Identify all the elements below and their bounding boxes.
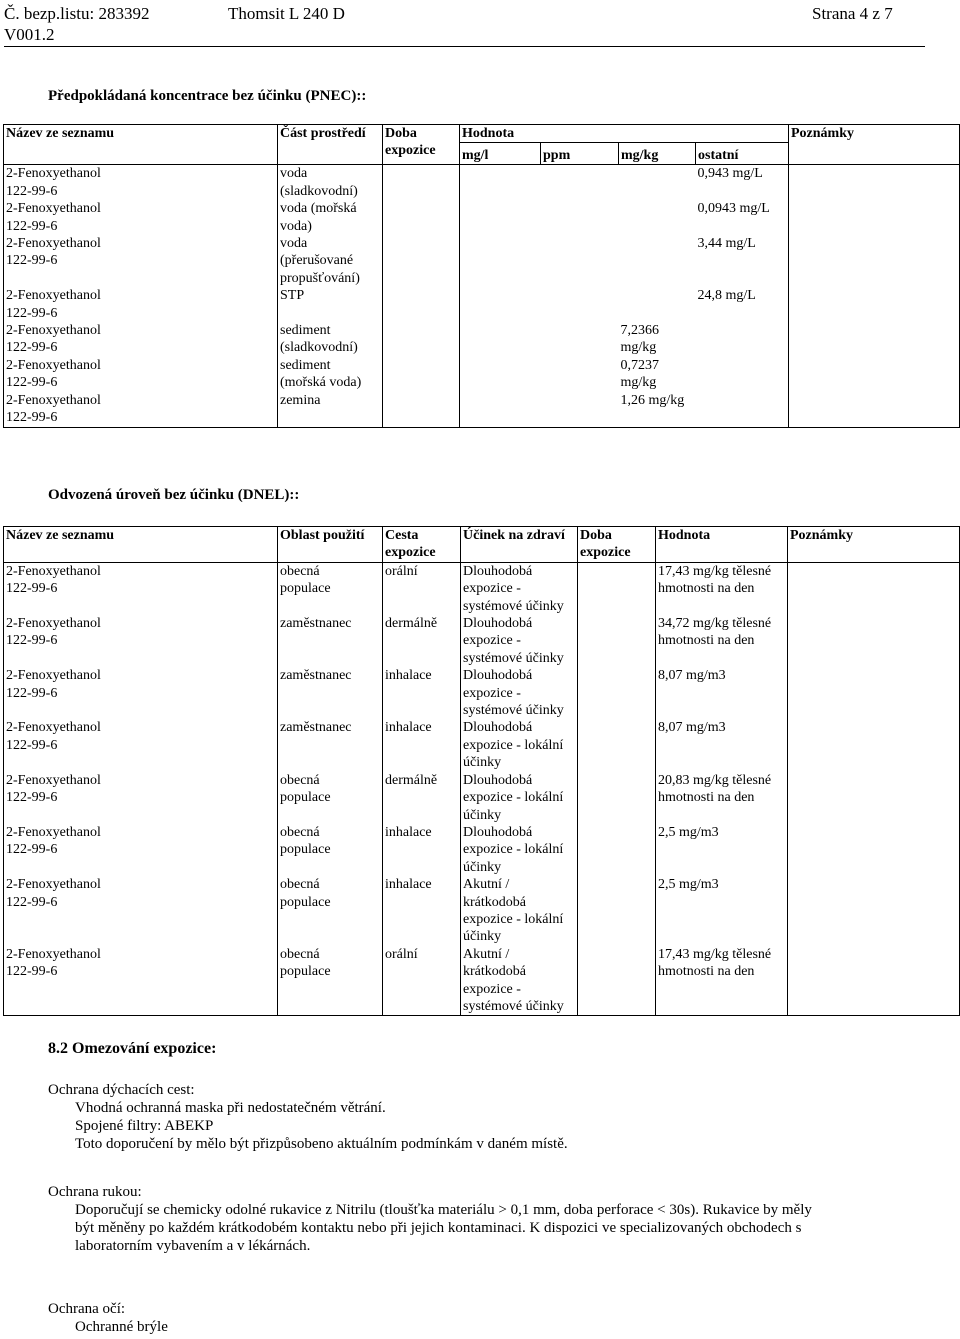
health-effect-text: systémové účinky bbox=[463, 598, 564, 614]
substance-text: 2-Fenoxyethanol bbox=[6, 616, 101, 632]
ppm-cell bbox=[541, 287, 619, 322]
notes-cell bbox=[788, 615, 960, 667]
environment-part-cell bbox=[278, 235, 383, 287]
pnec-row bbox=[4, 235, 960, 287]
other-cell bbox=[696, 287, 789, 322]
pnec-title: Předpokládaná koncentrace bez účinku (PNEC):: bbox=[48, 88, 367, 104]
substance-cell bbox=[4, 357, 278, 392]
value-text: hmotnosti na den bbox=[658, 581, 755, 597]
substance-text: 2-Fenoxyethanol bbox=[6, 357, 101, 373]
substance-text: 2-Fenoxyethanol bbox=[6, 288, 101, 304]
ppm-cell bbox=[541, 392, 619, 427]
pnec-row bbox=[4, 287, 960, 322]
mgl-cell bbox=[460, 392, 541, 427]
substance-text: 2-Fenoxyethanol bbox=[6, 563, 101, 579]
substance-text: 2-Fenoxyethanol bbox=[6, 772, 101, 788]
usage-area-text: populace bbox=[280, 894, 331, 910]
respiratory-title: Ochrana dýchacích cest: bbox=[48, 1082, 195, 1098]
substance-cell bbox=[4, 562, 278, 615]
health-effect-text: expozice - lokální bbox=[463, 911, 564, 927]
environment-part-text: (sladkovodní) bbox=[280, 183, 358, 199]
environment-part-text: propušťování) bbox=[280, 270, 360, 286]
duration-cell bbox=[383, 165, 460, 200]
usage-area-text: populace bbox=[280, 964, 331, 980]
substance-text: 122-99-6 bbox=[6, 790, 58, 806]
substance-cell bbox=[4, 322, 278, 357]
environment-part-cell bbox=[278, 287, 383, 322]
environment-part-text: voda) bbox=[280, 218, 312, 234]
health-effect-text: Dlouhodobá bbox=[463, 563, 533, 579]
substance-text: 122-99-6 bbox=[6, 894, 58, 910]
exposure-route-text: inhalace bbox=[385, 668, 432, 684]
substance-text: 122-99-6 bbox=[6, 253, 58, 269]
pnec-header-part: Část prostředí bbox=[278, 125, 383, 165]
notes-cell bbox=[788, 876, 960, 946]
environment-part-cell bbox=[278, 357, 383, 392]
environment-part-text: voda bbox=[280, 236, 308, 252]
notes-cell bbox=[788, 667, 960, 719]
dnel-row bbox=[4, 772, 960, 824]
health-effect-cell bbox=[461, 876, 578, 946]
mgl-cell bbox=[460, 235, 541, 287]
mgl-cell bbox=[460, 165, 541, 200]
duration-cell bbox=[578, 562, 656, 615]
value-text: hmotnosti na den bbox=[658, 633, 755, 649]
pnec-table bbox=[3, 124, 960, 428]
substance-text: 2-Fenoxyethanol bbox=[6, 392, 101, 408]
health-effect-cell bbox=[461, 719, 578, 771]
substance-text: 2-Fenoxyethanol bbox=[6, 946, 101, 962]
dnel-row bbox=[4, 667, 960, 719]
mgkg-cell bbox=[619, 357, 696, 392]
health-effect-text: systémové účinky bbox=[463, 998, 564, 1014]
mgkg-value: 7,2366 bbox=[620, 323, 659, 339]
substance-cell bbox=[4, 392, 278, 427]
substance-cell bbox=[4, 946, 278, 1016]
health-effect-text: krátkodobá bbox=[463, 894, 526, 910]
environment-part-text: (sladkovodní) bbox=[280, 340, 358, 356]
environment-part-cell bbox=[278, 200, 383, 235]
dnel-header-duration: Doba expozice bbox=[578, 527, 656, 563]
health-effect-text: účinky bbox=[463, 929, 502, 945]
substance-text: 122-99-6 bbox=[6, 183, 58, 199]
dnel-row bbox=[4, 824, 960, 876]
substance-text: 122-99-6 bbox=[6, 305, 58, 321]
exposure-route-text: orální bbox=[385, 946, 418, 962]
hands-title: Ochrana rukou: bbox=[48, 1184, 142, 1200]
usage-area-cell bbox=[278, 562, 383, 615]
notes-cell bbox=[788, 562, 960, 615]
health-effect-cell bbox=[461, 824, 578, 876]
value-text: 17,43 mg/kg tělesné bbox=[658, 946, 772, 962]
duration-cell bbox=[383, 235, 460, 287]
notes-cell bbox=[789, 287, 960, 322]
health-effect-text: Dlouhodobá bbox=[463, 616, 533, 632]
eye-protection bbox=[48, 1300, 928, 1336]
value-text: hmotnosti na den bbox=[658, 790, 755, 806]
eyes-line: Ochranné brýle bbox=[75, 1319, 168, 1335]
environment-part-cell bbox=[278, 392, 383, 427]
health-effect-text: expozice - bbox=[463, 633, 521, 649]
substance-text: 2-Fenoxyethanol bbox=[6, 201, 101, 217]
value-text: 8,07 mg/m3 bbox=[658, 668, 726, 684]
mgkg-value: 1,26 mg/kg bbox=[620, 392, 685, 408]
substance-cell bbox=[4, 772, 278, 824]
usage-area-cell bbox=[278, 615, 383, 667]
substance-text: 122-99-6 bbox=[6, 737, 58, 753]
usage-area-text: populace bbox=[280, 581, 331, 597]
value-text: 2,5 mg/m3 bbox=[658, 824, 719, 840]
notes-cell bbox=[789, 165, 960, 200]
dnel-header-name: Název ze seznamu bbox=[4, 527, 278, 563]
notes-cell bbox=[788, 824, 960, 876]
health-effect-text: Dlouhodobá bbox=[463, 772, 533, 788]
page-number: Strana 4 z 7 bbox=[812, 4, 893, 23]
substance-cell bbox=[4, 615, 278, 667]
exposure-route-cell bbox=[383, 824, 461, 876]
mgkg-cell bbox=[619, 287, 696, 322]
notes-cell bbox=[788, 772, 960, 824]
section-82-title: 8.2 Omezování expozice: bbox=[48, 1040, 217, 1057]
header-divider bbox=[4, 46, 925, 47]
dnel-row bbox=[4, 876, 960, 946]
dnel-row bbox=[4, 562, 960, 615]
usage-area-text: obecná bbox=[280, 563, 320, 579]
value-cell bbox=[656, 772, 788, 824]
substance-cell bbox=[4, 824, 278, 876]
sheet-number: Č. bezp.listu: 283392 bbox=[4, 4, 150, 23]
environment-part-text: sediment bbox=[280, 323, 331, 339]
health-effect-text: expozice - bbox=[463, 685, 521, 701]
dnel-header-route: Cesta expozice bbox=[383, 527, 461, 563]
pnec-header-name: Název ze seznamu bbox=[4, 125, 278, 165]
mgkg-cell bbox=[619, 322, 696, 357]
notes-cell bbox=[789, 357, 960, 392]
duration-cell bbox=[578, 876, 656, 946]
value-cell bbox=[656, 824, 788, 876]
dnel-header-value: Hodnota bbox=[656, 527, 788, 563]
exposure-route-cell bbox=[383, 615, 461, 667]
environment-part-text: STP bbox=[280, 288, 305, 304]
ppm-cell bbox=[541, 200, 619, 235]
value-text: 20,83 mg/kg tělesné bbox=[658, 772, 772, 788]
exposure-route-cell bbox=[383, 667, 461, 719]
value-cell bbox=[656, 615, 788, 667]
notes-cell bbox=[789, 322, 960, 357]
health-effect-text: expozice - lokální bbox=[463, 842, 564, 858]
pnec-header-notes: Poznámky bbox=[789, 125, 960, 165]
hands-line: Doporučují se chemicky odolné rukavice z Nitrilu (tloušťka materiálu > 0,1 mm, doba perforace < 30s). Rukavice by měly bbox=[75, 1202, 812, 1218]
other-cell bbox=[696, 165, 789, 200]
usage-area-text: zaměstnanec bbox=[280, 616, 352, 632]
substance-text: 2-Fenoxyethanol bbox=[6, 824, 101, 840]
other-cell bbox=[696, 322, 789, 357]
substance-cell bbox=[4, 200, 278, 235]
environment-part-cell bbox=[278, 165, 383, 200]
notes-cell bbox=[789, 200, 960, 235]
other-value: 3,44 mg/L bbox=[697, 236, 756, 252]
health-effect-text: účinky bbox=[463, 859, 502, 875]
value-cell bbox=[656, 562, 788, 615]
dnel-table bbox=[3, 526, 960, 1016]
usage-area-cell bbox=[278, 876, 383, 946]
usage-area-cell bbox=[278, 772, 383, 824]
health-effect-text: účinky bbox=[463, 755, 502, 771]
health-effect-cell bbox=[461, 562, 578, 615]
hands-line: laboratorním vybavením a v lékárnách. bbox=[75, 1238, 311, 1254]
mgkg-cell bbox=[619, 392, 696, 427]
usage-area-cell bbox=[278, 719, 383, 771]
pnec-header-mgl: mg/l bbox=[460, 143, 541, 165]
substance-cell bbox=[4, 719, 278, 771]
environment-part-text: sediment bbox=[280, 357, 331, 373]
value-text: hmotnosti na den bbox=[658, 964, 755, 980]
usage-area-text: obecná bbox=[280, 824, 320, 840]
substance-text: 122-99-6 bbox=[6, 581, 58, 597]
other-value: 24,8 mg/L bbox=[697, 288, 756, 304]
substance-text: 122-99-6 bbox=[6, 633, 58, 649]
usage-area-cell bbox=[278, 667, 383, 719]
respiratory-line: Vhodná ochranná maska při nedostatečném větrání. bbox=[75, 1100, 386, 1116]
mgkg-value: mg/kg bbox=[620, 375, 657, 391]
pnec-header-other: ostatní bbox=[696, 143, 789, 165]
mgl-cell bbox=[460, 357, 541, 392]
value-cell bbox=[656, 667, 788, 719]
usage-area-text: obecná bbox=[280, 877, 320, 893]
duration-cell bbox=[578, 772, 656, 824]
usage-area-text: zaměstnanec bbox=[280, 720, 352, 736]
substance-text: 2-Fenoxyethanol bbox=[6, 668, 101, 684]
pnec-header-ppm: ppm bbox=[541, 143, 619, 165]
health-effect-cell bbox=[461, 946, 578, 1016]
substance-text: 122-99-6 bbox=[6, 842, 58, 858]
health-effect-cell bbox=[461, 615, 578, 667]
substance-text: 2-Fenoxyethanol bbox=[6, 166, 101, 182]
pnec-row bbox=[4, 392, 960, 427]
environment-part-text: voda (mořská bbox=[280, 201, 357, 217]
value-text: 2,5 mg/m3 bbox=[658, 877, 719, 893]
duration-cell bbox=[578, 667, 656, 719]
substance-cell bbox=[4, 667, 278, 719]
dnel-header-effect: Účinek na zdraví bbox=[461, 527, 578, 563]
substance-text: 122-99-6 bbox=[6, 218, 58, 234]
environment-part-text: voda bbox=[280, 166, 308, 182]
value-text: 8,07 mg/m3 bbox=[658, 720, 726, 736]
mgl-cell bbox=[460, 200, 541, 235]
exposure-route-text: dermálně bbox=[385, 772, 438, 788]
pnec-row bbox=[4, 357, 960, 392]
exposure-route-text: dermálně bbox=[385, 616, 438, 632]
value-cell bbox=[656, 946, 788, 1016]
other-cell bbox=[696, 357, 789, 392]
substance-text: 122-99-6 bbox=[6, 964, 58, 980]
substance-text: 2-Fenoxyethanol bbox=[6, 323, 101, 339]
environment-part-text: (přerušované bbox=[280, 253, 354, 269]
value-cell bbox=[656, 876, 788, 946]
value-cell bbox=[656, 719, 788, 771]
substance-text: 122-99-6 bbox=[6, 340, 58, 356]
substance-cell bbox=[4, 876, 278, 946]
respiratory-line: Spojené filtry: ABEKP bbox=[75, 1118, 214, 1134]
health-effect-text: Dlouhodobá bbox=[463, 668, 533, 684]
substance-text: 122-99-6 bbox=[6, 685, 58, 701]
notes-cell bbox=[789, 392, 960, 427]
product-name: Thomsit L 240 D bbox=[228, 4, 345, 23]
mgkg-value: 0,7237 bbox=[620, 357, 659, 373]
substance-cell bbox=[4, 165, 278, 200]
value-text: 17,43 mg/kg tělesné bbox=[658, 563, 772, 579]
other-cell bbox=[696, 200, 789, 235]
ppm-cell bbox=[541, 165, 619, 200]
exposure-route-cell bbox=[383, 772, 461, 824]
health-effect-text: krátkodobá bbox=[463, 964, 526, 980]
environment-part-text: (mořská voda) bbox=[280, 375, 362, 391]
health-effect-text: expozice - bbox=[463, 981, 521, 997]
environment-part-cell bbox=[278, 322, 383, 357]
health-effect-text: expozice - lokální bbox=[463, 790, 564, 806]
exposure-route-cell bbox=[383, 719, 461, 771]
health-effect-text: systémové účinky bbox=[463, 650, 564, 666]
duration-cell bbox=[383, 357, 460, 392]
health-effect-text: systémové účinky bbox=[463, 703, 564, 719]
health-effect-cell bbox=[461, 667, 578, 719]
pnec-row bbox=[4, 322, 960, 357]
dnel-row bbox=[4, 719, 960, 771]
mgkg-cell bbox=[619, 235, 696, 287]
eyes-title: Ochrana očí: bbox=[48, 1301, 126, 1317]
duration-cell bbox=[578, 719, 656, 771]
exposure-route-text: inhalace bbox=[385, 720, 432, 736]
pnec-header-mgkg: mg/kg bbox=[619, 143, 696, 165]
exposure-route-cell bbox=[383, 876, 461, 946]
pnec-header-value: Hodnota bbox=[460, 125, 789, 143]
value-text: 34,72 mg/kg tělesné bbox=[658, 616, 772, 632]
hands-line: být měněny po každém krátkodobém kontaktu nebo při jejich kontaminaci. K dispozici ve specializovaných obchodech s bbox=[75, 1220, 802, 1236]
usage-area-text: populace bbox=[280, 842, 331, 858]
substance-text: 122-99-6 bbox=[6, 375, 58, 391]
substance-cell bbox=[4, 287, 278, 322]
ppm-cell bbox=[541, 322, 619, 357]
notes-cell bbox=[789, 235, 960, 287]
usage-area-text: obecná bbox=[280, 946, 320, 962]
other-cell bbox=[696, 235, 789, 287]
other-value: 0,0943 mg/L bbox=[697, 201, 770, 217]
duration-cell bbox=[578, 615, 656, 667]
usage-area-text: populace bbox=[280, 790, 331, 806]
duration-cell bbox=[383, 287, 460, 322]
respiratory-protection bbox=[48, 1081, 928, 1153]
health-effect-text: Akutní / bbox=[463, 946, 510, 962]
dnel-header-area: Oblast použití bbox=[278, 527, 383, 563]
exposure-route-text: orální bbox=[385, 563, 418, 579]
exposure-route-cell bbox=[383, 562, 461, 615]
health-effect-cell bbox=[461, 772, 578, 824]
exposure-route-text: inhalace bbox=[385, 824, 432, 840]
duration-cell bbox=[383, 322, 460, 357]
health-effect-text: účinky bbox=[463, 807, 502, 823]
substance-text: 122-99-6 bbox=[6, 410, 58, 426]
dnel-title: Odvozená úroveň bez účinku (DNEL):: bbox=[48, 487, 300, 503]
other-value: 0,943 mg/L bbox=[697, 166, 763, 182]
health-effect-text: Dlouhodobá bbox=[463, 824, 533, 840]
notes-cell bbox=[788, 946, 960, 1016]
health-effect-text: Akutní / bbox=[463, 877, 510, 893]
hand-protection bbox=[48, 1183, 938, 1255]
health-effect-text: expozice - bbox=[463, 581, 521, 597]
substance-text: 2-Fenoxyethanol bbox=[6, 720, 101, 736]
respiratory-line: Toto doporučení by mělo být přizpůsobeno aktuálním podmínkám v daném místě. bbox=[75, 1136, 568, 1152]
ppm-cell bbox=[541, 357, 619, 392]
dnel-row bbox=[4, 615, 960, 667]
usage-area-cell bbox=[278, 824, 383, 876]
substance-text: 2-Fenoxyethanol bbox=[6, 236, 101, 252]
usage-area-cell bbox=[278, 946, 383, 1016]
mgl-cell bbox=[460, 322, 541, 357]
pnec-header-duration: Doba expozice bbox=[383, 125, 460, 165]
mgl-cell bbox=[460, 287, 541, 322]
mgkg-cell bbox=[619, 165, 696, 200]
mgkg-value: mg/kg bbox=[620, 340, 657, 356]
health-effect-text: Dlouhodobá bbox=[463, 720, 533, 736]
duration-cell bbox=[578, 946, 656, 1016]
other-cell bbox=[696, 392, 789, 427]
dnel-row bbox=[4, 946, 960, 1016]
duration-cell bbox=[383, 392, 460, 427]
health-effect-text: expozice - lokální bbox=[463, 737, 564, 753]
duration-cell bbox=[383, 200, 460, 235]
environment-part-text: zemina bbox=[280, 392, 321, 408]
pnec-row bbox=[4, 200, 960, 235]
notes-cell bbox=[788, 719, 960, 771]
usage-area-text: zaměstnanec bbox=[280, 668, 352, 684]
exposure-route-text: inhalace bbox=[385, 877, 432, 893]
duration-cell bbox=[578, 824, 656, 876]
pnec-row bbox=[4, 165, 960, 200]
ppm-cell bbox=[541, 235, 619, 287]
mgkg-cell bbox=[619, 200, 696, 235]
substance-text: 2-Fenoxyethanol bbox=[6, 877, 101, 893]
version: V001.2 bbox=[4, 25, 55, 44]
usage-area-text: obecná bbox=[280, 772, 320, 788]
exposure-route-cell bbox=[383, 946, 461, 1016]
substance-cell bbox=[4, 235, 278, 287]
dnel-header-notes: Poznámky bbox=[788, 527, 960, 563]
